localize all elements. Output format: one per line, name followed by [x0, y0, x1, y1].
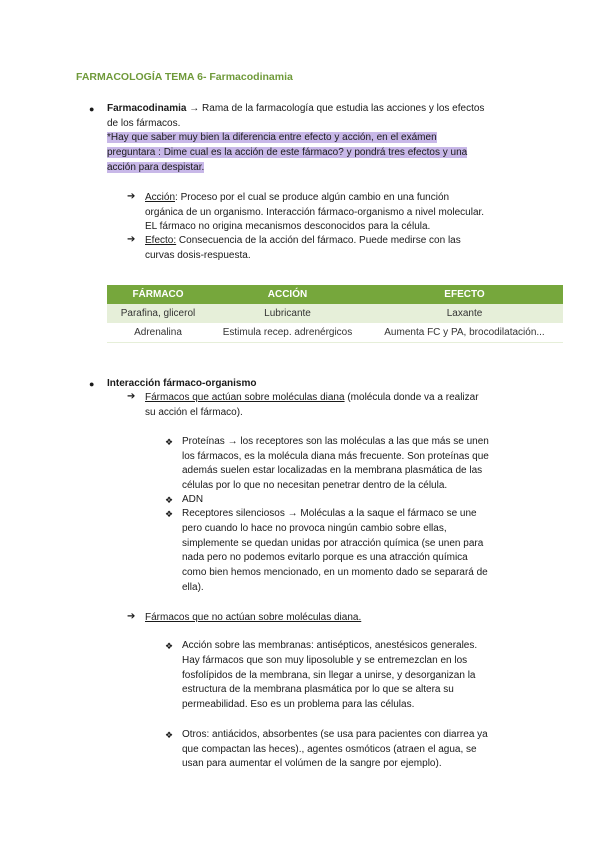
header-farmaco: FÁRMACO: [107, 285, 209, 304]
diana-line2: su acción el fármaco).: [145, 407, 243, 418]
otros-line3: usan para aumentar el volúmen de la sangre por ejemplo).: [182, 758, 442, 769]
definition-arrow: →: [186, 103, 203, 114]
table-cell: Adrenalina: [107, 323, 209, 342]
note-line2: [107, 145, 467, 160]
accion-line1: [145, 190, 449, 205]
diana-label: Fármacos que actúan sobre moléculas diana: [145, 392, 345, 403]
proteinas-line4: células por lo que no necesitan penetrar dentro de la célula.: [182, 480, 448, 491]
proteinas-line2: los fármacos, es la molécula diana más frecuente. Son proteínas que: [182, 451, 489, 462]
proteinas-line1: Proteínas → los receptores son las moléculas a las que más se unen: [182, 436, 489, 447]
farmacodinamia-definition-line1: [107, 101, 484, 116]
highlighted-note: acción para despistar.: [107, 162, 205, 173]
silenciosos-line3: simplemente se quedan unidas por atracción química (se unen para: [182, 538, 484, 549]
table-cell: Estimula recep. adrenérgicos: [209, 323, 366, 342]
table-cell: Aumenta FC y PA, brocodilatación...: [366, 323, 563, 342]
silenciosos-line2: pero cuando lo hace no provoca ningún cambio sobre ellas,: [182, 523, 447, 534]
interaccion-heading: Interacción fármaco-organismo: [107, 378, 257, 389]
table-cell: Lubricante: [209, 304, 366, 323]
adn-item: ADN: [182, 494, 204, 505]
accion-line3: EL fármaco no origina mecanismos desconocidos para la célula.: [145, 221, 431, 232]
arrow-icon: ➔: [127, 234, 136, 245]
highlighted-note: preguntara : Dime cual es la acción de este fármaco? y pondrá tres efectos y una: [107, 147, 468, 158]
farmacodinamia-term: Farmacodinamia: [107, 103, 187, 114]
otros-line2: que compactan las heces)., agentes osmóticos (atraen el agua, se: [182, 744, 477, 755]
diamond-icon: ❖: [165, 509, 174, 519]
definition-text: Rama de la farmacología que estudia las acciones y los efectos: [202, 103, 485, 114]
arrow-icon: ➔: [127, 611, 136, 622]
table-row: [107, 304, 563, 323]
efecto-label: Efecto:: [145, 235, 177, 246]
otros-line1: Otros: antiácidos, absorbentes (se usa para pacientes con diarrea ya: [182, 729, 488, 740]
diamond-icon: ❖: [165, 730, 174, 740]
note-line3: [107, 160, 204, 175]
table-row: [107, 323, 563, 342]
bullet-icon: ●: [89, 379, 95, 389]
silenciosos-line4: nada pero no podemos evitarlo porque es una atracción química: [182, 552, 468, 563]
diamond-icon: ❖: [165, 641, 174, 651]
note-line1: [107, 130, 437, 145]
highlighted-note: *Hay que saber muy bien la diferencia entre efecto y acción, en el exámen: [107, 132, 437, 143]
diamond-icon: ❖: [165, 495, 174, 505]
document-title: FARMACOLOGÍA TEMA 6- Farmacodinamia: [76, 71, 293, 83]
accion-label: Acción: [145, 192, 176, 203]
diamond-icon: ❖: [165, 437, 174, 447]
accion-text: : Proceso por el cual se produce algún cambio en una función: [175, 192, 450, 203]
table-cell: Parafina, glicerol: [107, 304, 209, 323]
header-accion: ACCIÓN: [209, 285, 366, 304]
silenciosos-line1: Receptores silenciosos → Moléculas a la saque el fármaco se une: [182, 508, 477, 519]
bullet-icon: ●: [89, 104, 95, 114]
arrow-icon: ➔: [127, 191, 136, 202]
arrow-icon: ➔: [127, 391, 136, 402]
efecto-line1: [145, 233, 461, 248]
diana-line1: [145, 390, 479, 405]
membranas-line4: estructura de la membrana plasmática por lo que se altera su: [182, 684, 454, 695]
table-header-row: [107, 285, 563, 304]
no-diana-label: Fármacos que no actúan sobre moléculas diana.: [145, 612, 362, 623]
silenciosos-line5: como bien hemos mencionado, en un momento dado se separará de: [182, 567, 488, 578]
membranas-line5: permeabilidad. Eso es un problema para las células.: [182, 699, 415, 710]
table-cell: Laxante: [366, 304, 563, 323]
farmaco-table: [107, 285, 563, 343]
proteinas-line3: además suelen estar localizadas en la membrana plasmática de las: [182, 465, 483, 476]
farmacodinamia-definition-line2: de los fármacos.: [107, 118, 181, 129]
diana-text: (molécula donde va a realizar: [344, 392, 479, 403]
no-diana-line: [145, 610, 361, 625]
accion-line2: orgánica de un organismo. Interacción fármaco-organismo a nivel molecular.: [145, 207, 485, 218]
membranas-line2: Hay fármacos que son muy liposoluble y se entremezclan en los: [182, 655, 468, 666]
membranas-line1: Acción sobre las membranas: antisépticos, anestésicos generales.: [182, 640, 478, 651]
header-efecto: EFECTO: [366, 285, 563, 304]
silenciosos-line6: ella).: [182, 582, 204, 593]
efecto-text: Consecuencia de la acción del fármaco. Puede medirse con las: [176, 235, 461, 246]
membranas-line3: fosfolípidos de la membrana, sin llegar a unirse, y desorganizan la: [182, 670, 476, 681]
efecto-line2: curvas dosis-respuesta.: [145, 250, 251, 261]
